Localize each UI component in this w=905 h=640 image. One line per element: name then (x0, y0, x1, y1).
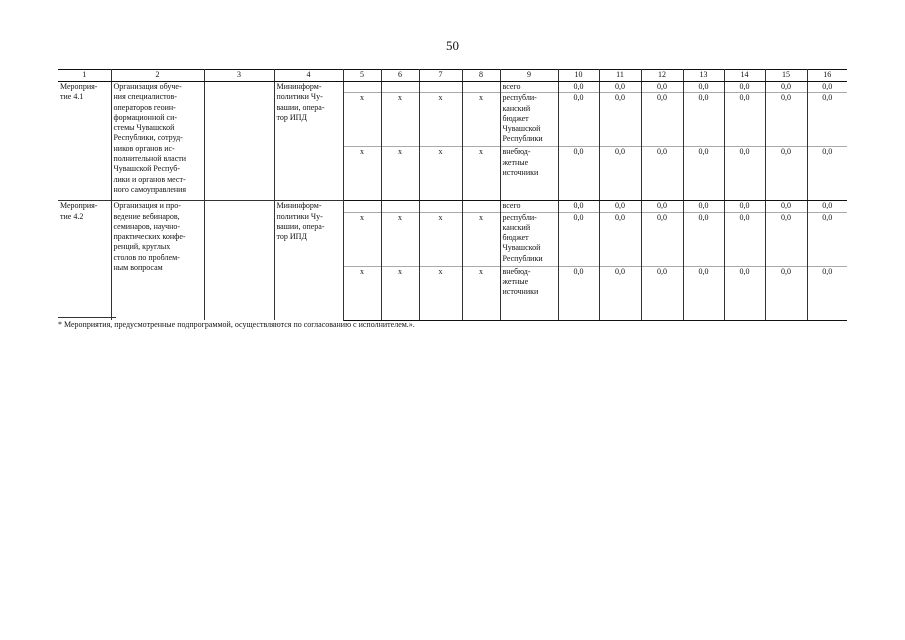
column-number: 10 (558, 70, 599, 82)
column-number: 8 (462, 70, 500, 82)
value-cell: 0,0 (558, 93, 599, 147)
code-cell: x (343, 147, 381, 201)
column-number: 14 (724, 70, 765, 82)
code-cell: x (381, 266, 419, 320)
table-row (58, 82, 847, 93)
event-col3 (204, 201, 274, 320)
value-cell: 0,0 (641, 82, 683, 93)
value-cell: 0,0 (641, 212, 683, 266)
value-cell: 0,0 (641, 147, 683, 201)
value-cell: 0,0 (724, 201, 765, 212)
code-cell: x (419, 266, 462, 320)
footnote-divider (58, 317, 116, 318)
value-cell: 0,0 (765, 266, 807, 320)
value-cell: 0,0 (807, 147, 847, 201)
event-col3 (204, 82, 274, 201)
value-cell: 0,0 (683, 266, 724, 320)
column-number: 7 (419, 70, 462, 82)
column-number: 4 (274, 70, 343, 82)
footnote: * Мероприятия, предусмотренные подпрограммой, осуществляются по согласованию с исполнителем.». (58, 320, 415, 329)
code-cell: x (343, 212, 381, 266)
value-cell: 0,0 (641, 93, 683, 147)
code-cell (343, 201, 381, 212)
code-cell: x (419, 93, 462, 147)
code-cell (419, 82, 462, 93)
code-cell (343, 82, 381, 93)
code-cell: x (343, 266, 381, 320)
value-cell: 0,0 (599, 212, 641, 266)
value-cell: 0,0 (807, 82, 847, 93)
event-executor: Мининформ- политики Чу- вашии, опера- тор ИПД (274, 82, 343, 201)
column-number: 16 (807, 70, 847, 82)
value-cell: 0,0 (641, 201, 683, 212)
column-number: 13 (683, 70, 724, 82)
value-cell: 0,0 (599, 147, 641, 201)
code-cell (462, 82, 500, 93)
column-number: 11 (599, 70, 641, 82)
value-cell: 0,0 (599, 266, 641, 320)
value-cell: 0,0 (683, 147, 724, 201)
value-cell: 0,0 (599, 93, 641, 147)
value-cell: 0,0 (641, 266, 683, 320)
page-number: 50 (446, 38, 459, 53)
table-row (58, 201, 847, 212)
column-number: 1 (58, 70, 111, 82)
value-cell: 0,0 (683, 212, 724, 266)
value-cell: 0,0 (724, 93, 765, 147)
code-cell: x (419, 147, 462, 201)
code-cell: x (462, 93, 500, 147)
code-cell: x (462, 212, 500, 266)
value-cell: 0,0 (683, 93, 724, 147)
column-number: 2 (111, 70, 204, 82)
value-cell: 0,0 (599, 82, 641, 93)
code-cell: x (381, 93, 419, 147)
funding-source: внебюд- жетные источники (500, 147, 558, 201)
funding-source: республи- канский бюджет Чувашской Республики (500, 212, 558, 266)
column-number: 15 (765, 70, 807, 82)
code-cell: x (343, 93, 381, 147)
value-cell: 0,0 (724, 266, 765, 320)
value-cell: 0,0 (765, 147, 807, 201)
code-cell (381, 82, 419, 93)
event-executor: Мининформ- политики Чу- вашии, опера- тор ИПД (274, 201, 343, 320)
funding-source: внебюд- жетные источники (500, 266, 558, 320)
code-cell: x (381, 147, 419, 201)
value-cell: 0,0 (724, 147, 765, 201)
value-cell: 0,0 (558, 201, 599, 212)
event-id: Мероприя- тие 4.2 (58, 201, 111, 320)
value-cell: 0,0 (599, 201, 641, 212)
value-cell: 0,0 (765, 93, 807, 147)
value-cell: 0,0 (558, 82, 599, 93)
funding-source: всего (500, 82, 558, 93)
value-cell: 0,0 (683, 201, 724, 212)
code-cell (462, 201, 500, 212)
column-number: 5 (343, 70, 381, 82)
code-cell: x (419, 212, 462, 266)
value-cell: 0,0 (765, 212, 807, 266)
value-cell: 0,0 (807, 201, 847, 212)
event-name: Организация обуче- ния специалистов- операторов геоин- формационной си- стемы Чувашской Республики, сотруд- ников органов ис- полнительной власти Чувашской Респуб- лики и органов мест- ного самоуправления (111, 82, 204, 201)
value-cell: 0,0 (765, 201, 807, 212)
column-number: 3 (204, 70, 274, 82)
funding-source: всего (500, 201, 558, 212)
column-number: 9 (500, 70, 558, 82)
code-cell (381, 201, 419, 212)
value-cell: 0,0 (807, 212, 847, 266)
column-number: 6 (381, 70, 419, 82)
value-cell: 0,0 (558, 147, 599, 201)
code-cell (419, 201, 462, 212)
column-number: 12 (641, 70, 683, 82)
funding-source: республи- канский бюджет Чувашской Республики (500, 93, 558, 147)
value-cell: 0,0 (558, 212, 599, 266)
code-cell: x (462, 266, 500, 320)
value-cell: 0,0 (765, 82, 807, 93)
column-number-row (58, 70, 847, 82)
code-cell: x (462, 147, 500, 201)
value-cell: 0,0 (724, 212, 765, 266)
code-cell: x (381, 212, 419, 266)
event-name: Организация и про- ведение вебинаров, семинаров, научно- практических конфе- ренций, круглых столов по проблем- ным вопросам (111, 201, 204, 320)
value-cell: 0,0 (807, 93, 847, 147)
value-cell: 0,0 (724, 82, 765, 93)
value-cell: 0,0 (683, 82, 724, 93)
event-id: Мероприя- тие 4.1 (58, 82, 111, 201)
value-cell: 0,0 (807, 266, 847, 320)
activities-table (58, 69, 847, 321)
value-cell: 0,0 (558, 266, 599, 320)
